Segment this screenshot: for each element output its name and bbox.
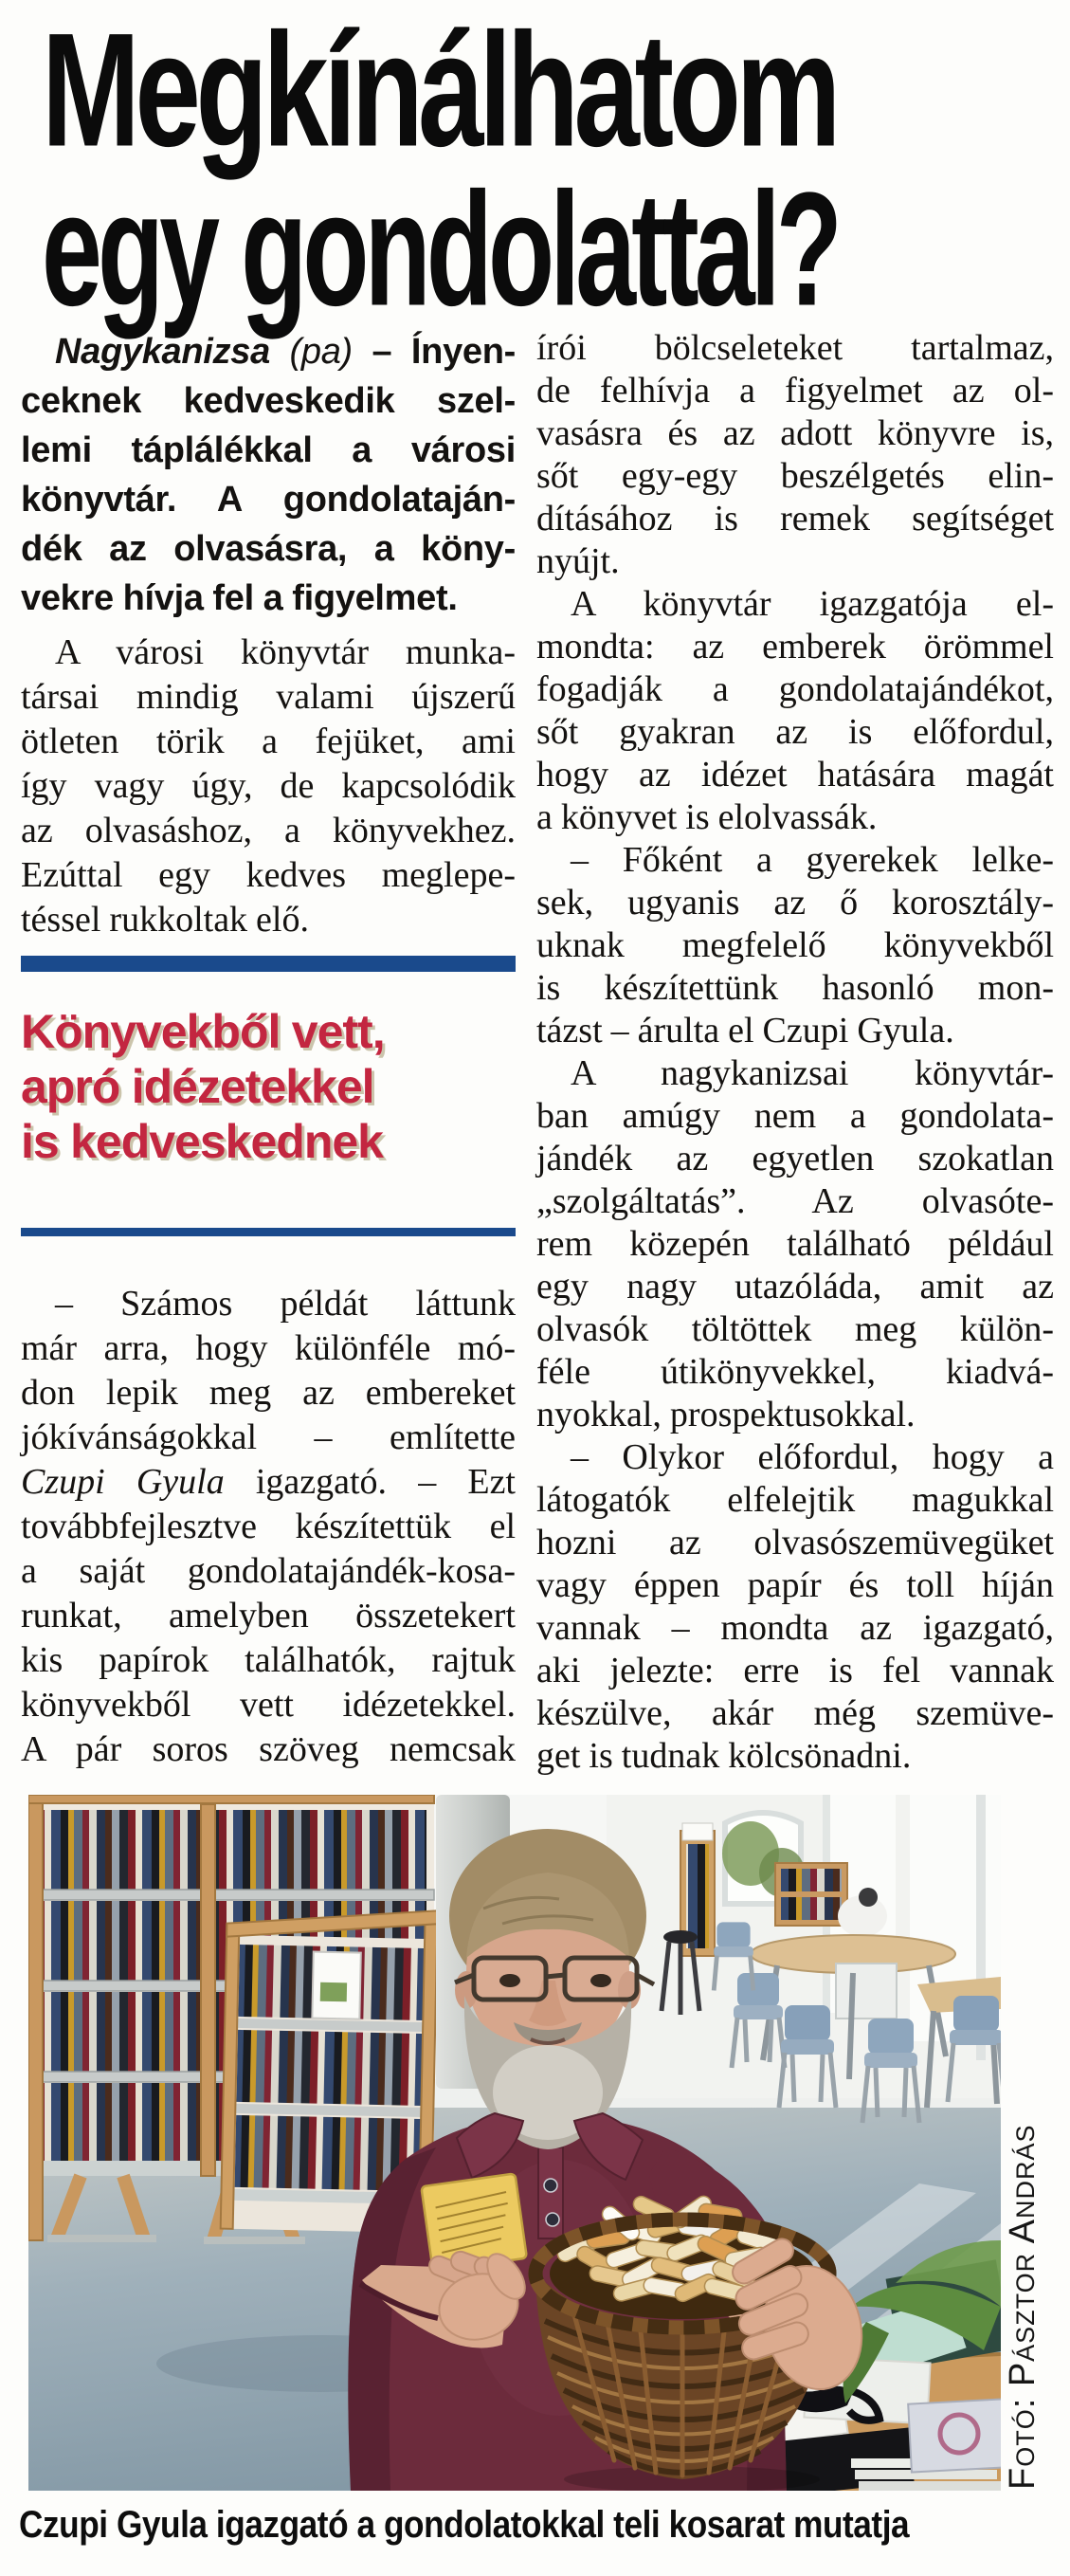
photo-credit: Fotó: Pásztor András — [1003, 2124, 1043, 2490]
paragraph-intro: A városi könyvtár munka- társai mindig valami újszerű ötleten törik a fejüket, ami így vagy úgy, de kapcsolódik az olvasáshoz, a könyvekhez. Ezúttal egy kedves meglepe- téssel rukkoltak elő. — [21, 632, 516, 940]
bookshelves — [28, 1795, 438, 2240]
eye — [590, 1974, 611, 1987]
lede-paragraph: Nagykanizsa (pa) – Ínyen- ceknek kedveskedik szel- lemi táplálékkal a városi könyvtár. A gondolataján- dék az olvasásra, a köny- vekre hívja fel a figyelmet. — [21, 332, 517, 618]
divider-rule-bottom — [21, 1228, 516, 1236]
headline-line-1: Megkínálhatom — [42, 0, 837, 180]
ornate-book — [908, 2399, 1001, 2472]
paragraph-quote: – Számos példát láttunk már arra, hogy különféle mó- don lepik meg az embereket jókívánságokkal – említette Czupi Gyula igazgató. – Ezt továbbfejlesztve készítettük el a saját gondolatajándék-kosa- runkat, amelyben összetekert kis papírok találhatók, rajtuk könyvekből vett idézetekkel. A pár soros szöveg nemcsak — [21, 1284, 516, 1769]
button — [544, 2179, 557, 2192]
table-cabinet — [836, 1964, 897, 2019]
right-column: írói bölcseleteket tartalmaz, de felhívja a figyelmet az ol- vasásra és az adott könyvre is, sőt egy-egy beszélgetés elin- dításához is remek segítséget nyújt. A könyvtár igazgatója el- mondta: az emberek örömmel fogadják a gondolatajándékot, sőt gyakran az is előfordul, hogy az idézet hatására magát a könyvet is elolvassák. – Főként a gyerekek lelke- sek, ugyanis az ő korosztály- uknak megfelelő könyvekből is készítettünk hasonló mon- tázst – árulta el Czupi Gyula. A nagykanizsai könyvtár- ban amúgy nem a gondolata- jándék az egyetlen szokatlan „szolgáltatás”. Az olvasóte- rem közepén található például egy nagy utazóláda, amit az olvasók töltöttek meg külön- féle útikönyvekkel, kiadvá- nyokkal, prospektusokkal. – Olykor előfordul, hogy a látogatók elfelejtik magukkal hozni az olvasószemüvegüket vagy éppen papír és toll híján vannak – mondta az igazgató, aki jelezte: erre is fel vannak készülve, akár még szemüve- get is tudnak kölcsönadni. — [536, 328, 1054, 1776]
photo — [28, 1795, 1001, 2491]
eye — [499, 1974, 520, 1987]
divider-rule-top — [21, 956, 516, 972]
photo-caption: Czupi Gyula igazgató a gondolatokkal teli kosarat mutatja — [19, 2504, 910, 2546]
left-column — [21, 327, 516, 1772]
stool — [663, 1930, 698, 1944]
subheading-red: Könyvekből vett, apró idézetekkel is kedveskednek — [21, 1005, 385, 1168]
headline-line-2: egy gondolattal? — [42, 158, 838, 339]
